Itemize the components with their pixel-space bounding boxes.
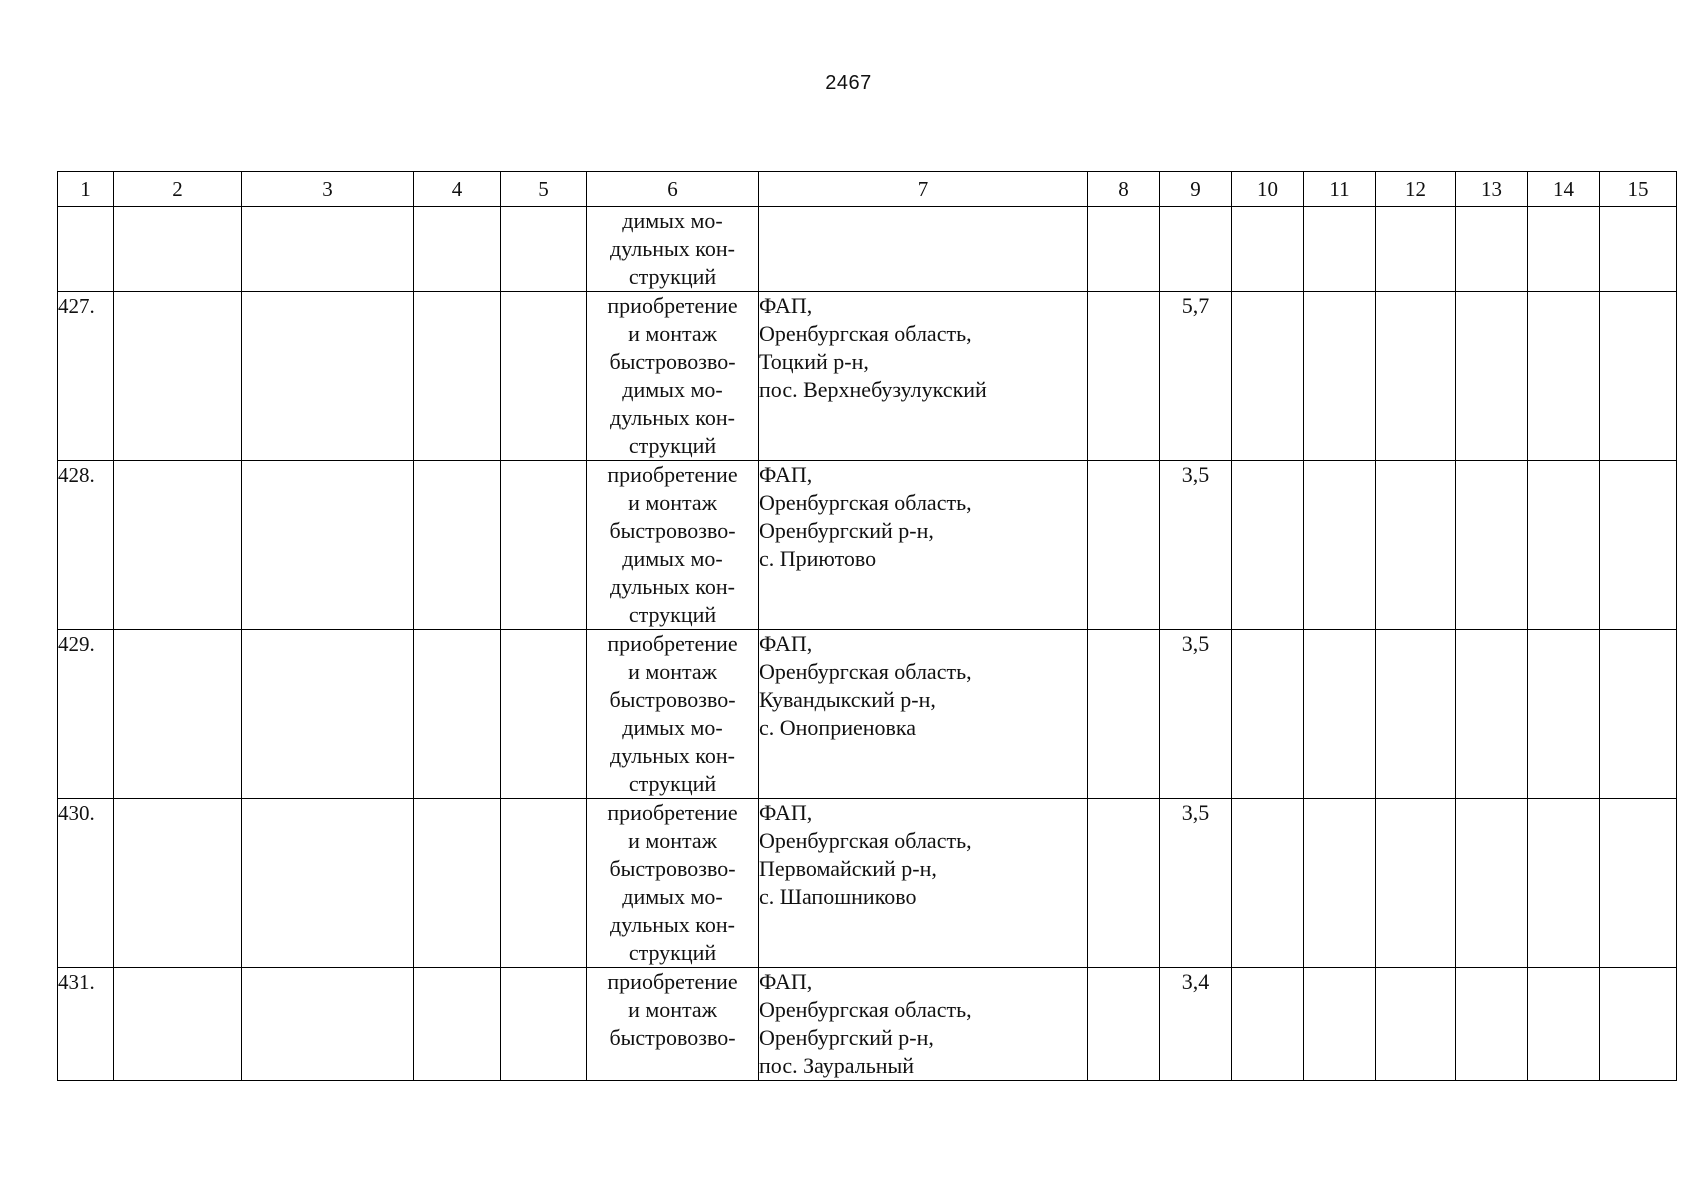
table-row: [58, 630, 1677, 799]
column-header: 13: [1456, 172, 1528, 207]
empty-cell: [1232, 630, 1304, 799]
empty-cell: [1304, 799, 1376, 968]
empty-cell: [1600, 292, 1677, 461]
empty-cell: [1528, 461, 1600, 630]
table-row: [58, 461, 1677, 630]
empty-cell: [1528, 799, 1600, 968]
empty-cell: [114, 207, 242, 292]
empty-cell: [1456, 292, 1528, 461]
empty-cell: [501, 207, 587, 292]
row-number-cell: 431.: [58, 968, 114, 1081]
empty-cell: [242, 968, 414, 1081]
object-line: Оренбургская область,: [759, 659, 972, 684]
activity-line: струкций: [628, 940, 717, 965]
activity-cell: [587, 630, 759, 799]
empty-cell: [1232, 207, 1304, 292]
activity-line: приобретение: [607, 631, 738, 656]
activity-line: быстровозво-: [609, 856, 736, 881]
empty-cell: [242, 630, 414, 799]
empty-cell: [1600, 207, 1677, 292]
empty-cell: [114, 968, 242, 1081]
empty-cell: [1376, 799, 1456, 968]
empty-cell: [1304, 968, 1376, 1081]
empty-cell: [414, 461, 501, 630]
row-number-cell: 427.: [58, 292, 114, 461]
object-line: с. Оноприеновка: [759, 715, 917, 740]
activity-line: дульных кон-: [610, 236, 735, 261]
object-line: Оренбургская область,: [759, 997, 972, 1022]
object-line: ФАП,: [759, 800, 813, 825]
activity-line: струкций: [628, 433, 717, 458]
object-line: Оренбургская область,: [759, 321, 972, 346]
activity-line: димых мо-: [622, 546, 723, 571]
empty-cell: [1528, 968, 1600, 1081]
column-header: 1: [58, 172, 114, 207]
column-header: 6: [587, 172, 759, 207]
column-header: 4: [414, 172, 501, 207]
empty-cell: [1088, 461, 1160, 630]
activity-cell: [587, 207, 759, 292]
row-number-cell: [58, 207, 114, 292]
activity-line: приобретение: [607, 462, 738, 487]
object-line: Первомайский р-н,: [759, 856, 937, 881]
empty-cell: [1304, 292, 1376, 461]
data-table: [57, 171, 1677, 1081]
column-header: 3: [242, 172, 414, 207]
empty-cell: [1600, 799, 1677, 968]
activity-line: и монтаж: [628, 997, 717, 1022]
activity-line: димых мо-: [622, 884, 723, 909]
activity-line: и монтаж: [628, 490, 717, 515]
empty-cell: [1304, 630, 1376, 799]
empty-cell: [501, 799, 587, 968]
empty-cell: [1088, 968, 1160, 1081]
object-line: ФАП,: [759, 293, 813, 318]
column-header: 8: [1088, 172, 1160, 207]
empty-cell: [242, 461, 414, 630]
object-line: Оренбургский р-н,: [759, 518, 934, 543]
empty-cell: [1376, 968, 1456, 1081]
activity-line: приобретение: [607, 293, 738, 318]
table-row: [58, 799, 1677, 968]
activity-line: струкций: [628, 771, 717, 796]
activity-line: дульных кон-: [610, 405, 735, 430]
activity-line: приобретение: [607, 800, 738, 825]
empty-cell: [242, 292, 414, 461]
row-number-cell: 429.: [58, 630, 114, 799]
empty-cell: [114, 292, 242, 461]
activity-line: димых мо-: [622, 377, 723, 402]
empty-cell: [1232, 292, 1304, 461]
activity-cell: [587, 968, 759, 1081]
empty-cell: [501, 292, 587, 461]
empty-cell: [414, 207, 501, 292]
header-row: [58, 172, 1677, 207]
activity-cell: [587, 461, 759, 630]
object-line: Тоцкий р-н,: [759, 349, 869, 374]
empty-cell: [1528, 630, 1600, 799]
empty-cell: [1456, 968, 1528, 1081]
page-number: 2467: [825, 72, 872, 94]
empty-cell: [1304, 207, 1376, 292]
empty-cell: [114, 799, 242, 968]
activity-line: струкций: [628, 264, 717, 289]
object-cell: [759, 799, 1088, 968]
object-line: ФАП,: [759, 462, 813, 487]
empty-cell: [114, 461, 242, 630]
object-line: Оренбургская область,: [759, 828, 972, 853]
empty-cell: [1088, 630, 1160, 799]
object-line: с. Шапошниково: [759, 884, 917, 909]
object-line: пос. Зауральный: [759, 1053, 915, 1078]
column-header: 11: [1304, 172, 1376, 207]
table-row: [58, 968, 1677, 1081]
object-line: Оренбургский р-н,: [759, 1025, 934, 1050]
activity-line: димых мо-: [622, 715, 723, 740]
empty-cell: [1304, 461, 1376, 630]
column-header: 10: [1232, 172, 1304, 207]
empty-cell: [1456, 630, 1528, 799]
activity-line: приобретение: [607, 969, 738, 994]
empty-cell: [114, 630, 242, 799]
table-row: [58, 207, 1677, 292]
empty-cell: [414, 799, 501, 968]
empty-cell: [1232, 799, 1304, 968]
value-cell: [1160, 207, 1232, 292]
activity-line: быстровозво-: [609, 518, 736, 543]
activity-cell: [587, 799, 759, 968]
object-cell: [759, 292, 1088, 461]
empty-cell: [1232, 968, 1304, 1081]
empty-cell: [1088, 207, 1160, 292]
value-cell: 3,4: [1160, 968, 1232, 1081]
object-line: с. Приютово: [759, 546, 877, 571]
empty-cell: [1456, 461, 1528, 630]
value-cell: 5,7: [1160, 292, 1232, 461]
empty-cell: [1528, 292, 1600, 461]
row-number-cell: 428.: [58, 461, 114, 630]
empty-cell: [242, 207, 414, 292]
empty-cell: [1456, 207, 1528, 292]
row-number-cell: 430.: [58, 799, 114, 968]
activity-line: струкций: [628, 602, 717, 627]
object-cell: [759, 968, 1088, 1081]
empty-cell: [501, 968, 587, 1081]
empty-cell: [1088, 799, 1160, 968]
empty-cell: [414, 968, 501, 1081]
object-line: Оренбургская область,: [759, 490, 972, 515]
empty-cell: [1456, 799, 1528, 968]
activity-line: и монтаж: [628, 659, 717, 684]
object-line: ФАП,: [759, 969, 813, 994]
object-line: ФАП,: [759, 631, 813, 656]
empty-cell: [1088, 292, 1160, 461]
object-line: пос. Верхнебузулукский: [759, 377, 987, 402]
table-body: [58, 207, 1677, 1081]
activity-line: дульных кон-: [610, 574, 735, 599]
activity-line: быстровозво-: [609, 1025, 736, 1050]
activity-line: быстровозво-: [609, 687, 736, 712]
object-cell: [759, 207, 1088, 292]
activity-line: и монтаж: [628, 828, 717, 853]
empty-cell: [242, 799, 414, 968]
object-cell: [759, 630, 1088, 799]
empty-cell: [1376, 292, 1456, 461]
empty-cell: [501, 630, 587, 799]
activity-line: и монтаж: [628, 321, 717, 346]
empty-cell: [1376, 207, 1456, 292]
column-header: 9: [1160, 172, 1232, 207]
value-cell: 3,5: [1160, 630, 1232, 799]
empty-cell: [501, 461, 587, 630]
empty-cell: [414, 292, 501, 461]
column-header: 14: [1528, 172, 1600, 207]
empty-cell: [1232, 461, 1304, 630]
empty-cell: [414, 630, 501, 799]
column-header: 12: [1376, 172, 1456, 207]
column-header: 15: [1600, 172, 1677, 207]
empty-cell: [1376, 630, 1456, 799]
activity-line: димых мо-: [622, 208, 723, 233]
value-cell: 3,5: [1160, 799, 1232, 968]
empty-cell: [1528, 207, 1600, 292]
column-header: 2: [114, 172, 242, 207]
activity-line: дульных кон-: [610, 912, 735, 937]
empty-cell: [1376, 461, 1456, 630]
activity-cell: [587, 292, 759, 461]
value-cell: 3,5: [1160, 461, 1232, 630]
activity-line: быстровозво-: [609, 349, 736, 374]
empty-cell: [1600, 968, 1677, 1081]
column-header: 5: [501, 172, 587, 207]
column-header: 7: [759, 172, 1088, 207]
empty-cell: [1600, 461, 1677, 630]
object-line: Кувандыкский р-н,: [759, 687, 936, 712]
activity-line: дульных кон-: [610, 743, 735, 768]
table-row: [58, 292, 1677, 461]
object-cell: [759, 461, 1088, 630]
empty-cell: [1600, 630, 1677, 799]
